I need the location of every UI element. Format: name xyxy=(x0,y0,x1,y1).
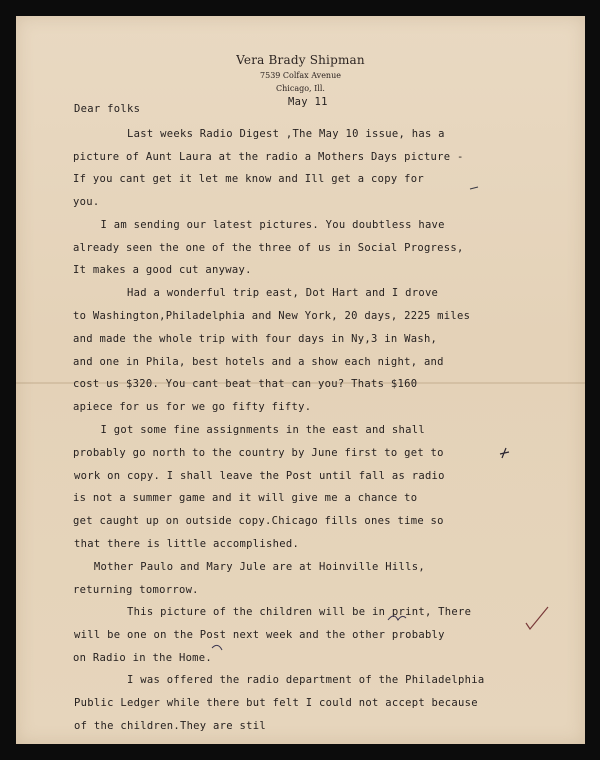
letterhead-city: Chicago, Ill. xyxy=(276,84,325,93)
letter-date: May 11 xyxy=(288,96,328,108)
letter-line: Had a wonderful trip east, Dot Hart and I drove xyxy=(74,287,439,299)
letter-line: If you cant get it let me know and Ill get a copy for xyxy=(73,173,424,185)
letter-page xyxy=(16,16,585,744)
letter-line: I am sending our latest pictures. You doubtless have xyxy=(74,219,445,231)
pen-checkmark-icon xyxy=(470,187,478,189)
letter-line: Public Ledger while there but felt I could not accept because xyxy=(74,697,478,709)
pen-insertion-icon xyxy=(388,616,406,620)
letter-line: and one in Phila, best hotels and a show each night, and xyxy=(73,356,444,368)
letter-line: I was offered the radio department of the Philadelphia xyxy=(74,674,485,686)
letter-line: Mother Paulo and Mary Jule are at Hoinville Hills, xyxy=(74,561,425,573)
letter-line: probably go north to the country by June first to get to xyxy=(73,447,444,459)
letter-line: of the children.They are stil xyxy=(74,720,267,732)
letter-line: that there is little accomplished. xyxy=(74,538,300,550)
letter-line: It makes a good cut anyway. xyxy=(73,264,252,276)
letter-line: work on copy. I shall leave the Post until fall as radio xyxy=(74,470,445,482)
letter-line: on Radio in the Home. xyxy=(73,652,213,664)
checkmark-icon xyxy=(526,607,548,629)
letter-line: already seen the one of the three of us in Social Progress, xyxy=(73,242,464,254)
letterhead-address: 7539 Colfax Avenue xyxy=(260,71,341,80)
letter-line: will be one on the Post next week and the other probably xyxy=(74,629,445,641)
letter-line: I got some fine assignments in the east and shall xyxy=(74,424,425,436)
salutation: Dear folks xyxy=(74,103,141,115)
letterhead-name: Vera Brady Shipman xyxy=(236,53,365,67)
letter-line: cost us $320. You cant beat that can you? Thats $160 xyxy=(73,378,418,390)
letter-line: This picture of the children will be in print, There xyxy=(74,606,472,618)
letter-line: Last weeks Radio Digest ,The May 10 issue, has a xyxy=(74,128,445,140)
letter-line: picture of Aunt Laura at the radio a Mothers Days picture - xyxy=(73,151,464,163)
letter-line: returning tomorrow. xyxy=(73,584,199,596)
pen-correction-icon xyxy=(500,448,509,458)
handwritten-marks xyxy=(16,16,585,744)
letter-line: you. xyxy=(73,196,100,208)
letter-line: to Washington,Philadelphia and New York, 20 days, 2225 miles xyxy=(73,310,471,322)
letter-line: is not a summer game and it will give me a chance to xyxy=(73,492,418,504)
letter-line: get caught up on outside copy.Chicago fills ones time so xyxy=(73,515,444,527)
letter-line: and made the whole trip with four days in Ny,3 in Wash, xyxy=(73,333,438,345)
letter-line: apiece for us for we go fifty fifty. xyxy=(73,401,312,413)
pen-insertion-icon xyxy=(212,645,222,650)
